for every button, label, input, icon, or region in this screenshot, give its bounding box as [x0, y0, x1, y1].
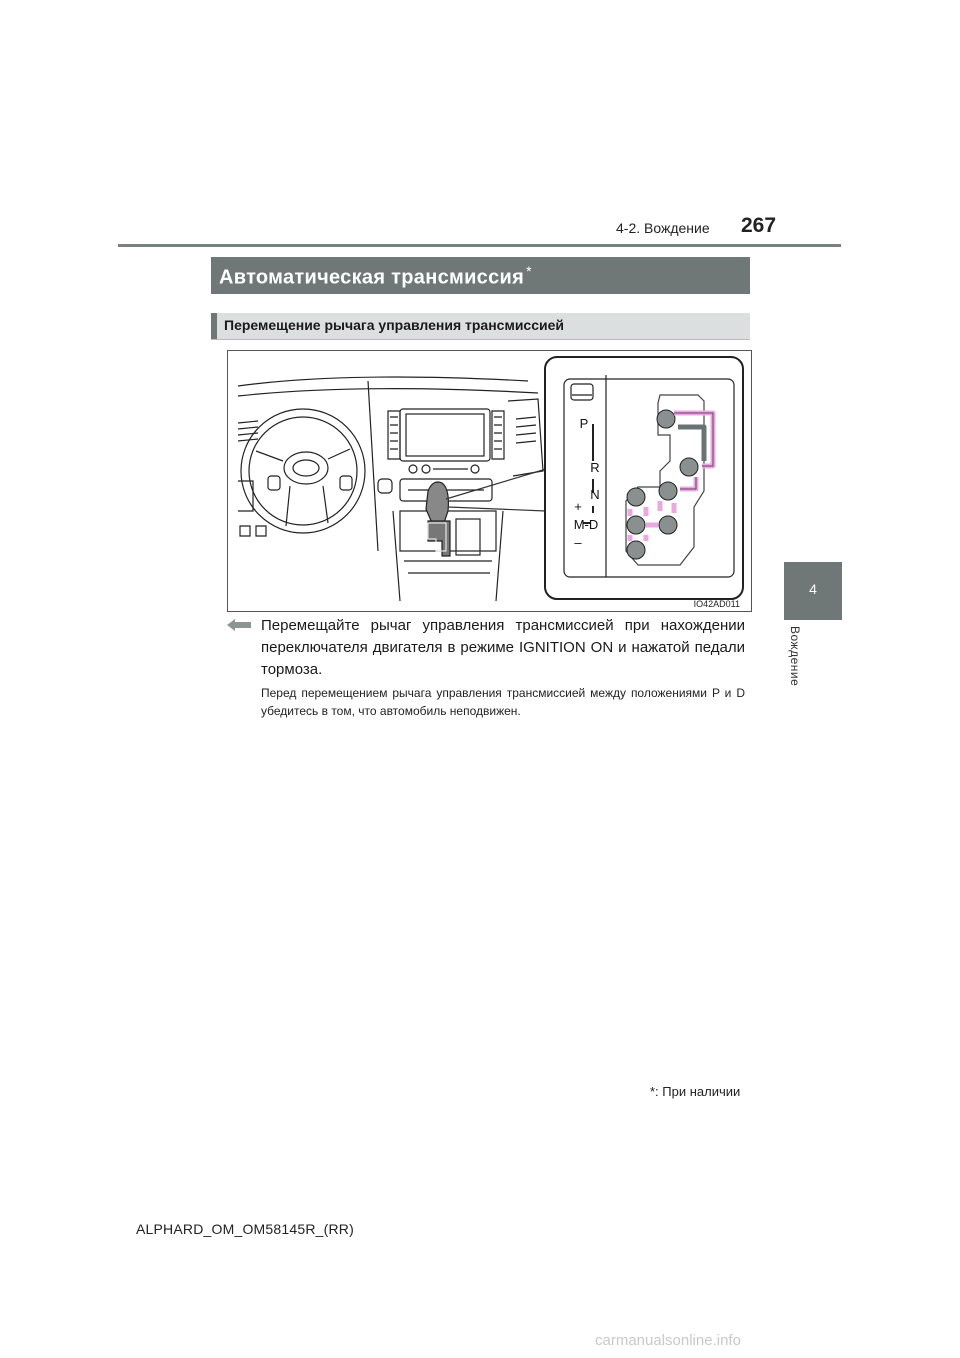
- gate-label-md: M-D: [573, 517, 599, 532]
- availability-footnote: *: При наличии: [650, 1084, 741, 1099]
- header-rule: [118, 244, 841, 247]
- watermark: carmanualsonline.info: [595, 1332, 741, 1349]
- document-id: ALPHARD_OM_OM58145R_(RR): [136, 1221, 354, 1237]
- gate-label-n: N: [590, 487, 600, 502]
- figure-code: IO42AD011: [693, 599, 740, 609]
- page-title: [219, 263, 532, 290]
- gate-label-plus: +: [574, 499, 582, 514]
- gate-label-minus: –: [574, 535, 582, 550]
- section-title: 4-2. Вождение: [616, 220, 710, 236]
- title-bar: [211, 257, 750, 294]
- subheading-accent: [211, 313, 217, 339]
- shift-lever-figure: [227, 350, 752, 612]
- gate-label-r: R: [590, 460, 600, 475]
- subheading: Перемещение рычага управления трансмиссией: [224, 317, 564, 333]
- page-title-text: Автоматическая трансмиссия: [219, 266, 525, 289]
- chapter-tab: [784, 562, 842, 620]
- title-asterisk: *: [526, 263, 532, 279]
- chapter-tab-number: 4: [809, 581, 817, 597]
- instruction-arrow-icon: [227, 619, 251, 631]
- instruction-text: Перемещайте рычаг управления трансмиссией при нахождении переключателя двигателя в режиме IGNITION ON и нажатой педали тормоза.: [261, 617, 745, 678]
- note-text: Перед перемещением рычага управления трансмиссией между положениями P и D убедитесь в том, что автомобиль неподвижен.: [261, 686, 745, 718]
- gate-label-p: P: [579, 416, 589, 431]
- dashboard-illustration: [228, 351, 751, 611]
- chapter-tab-label: Вождение: [788, 626, 802, 687]
- subheading-bar: [211, 313, 750, 340]
- page-number: 267: [741, 214, 777, 237]
